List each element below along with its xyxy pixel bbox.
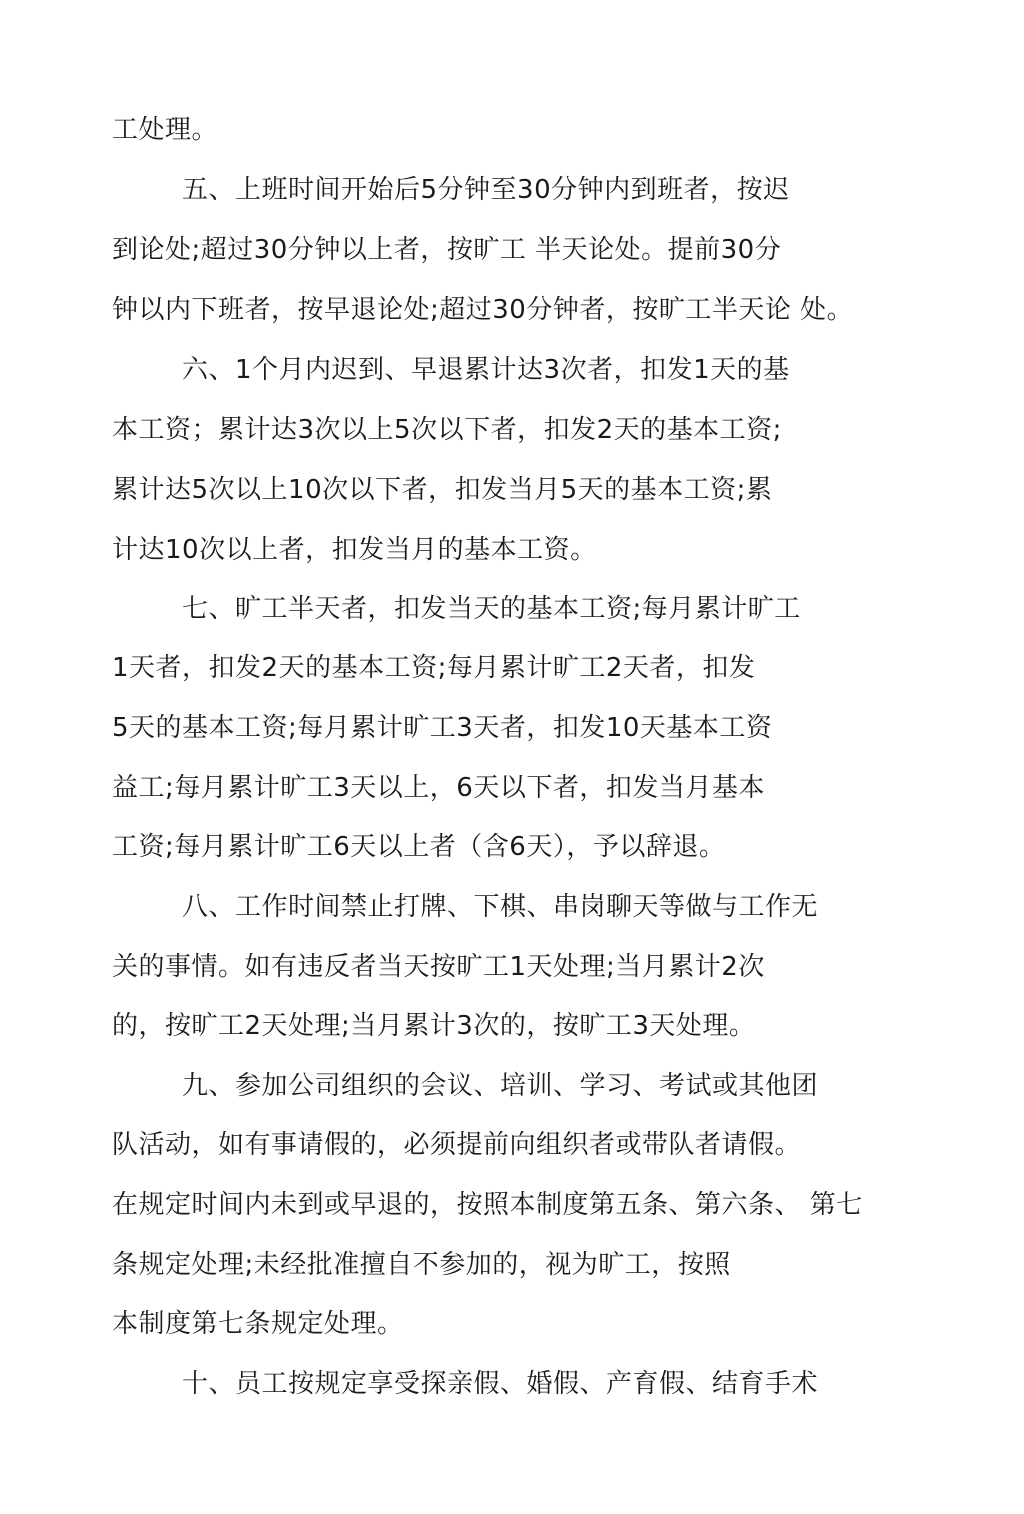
clause-9-heading: 九、参加公司组织的会议、培训、学习、考试或其他团 <box>182 1071 819 1101</box>
clause-10-heading: 十、员工按规定享受探亲假、婚假、产育假、结育手术 <box>182 1369 819 1399</box>
text-line: 钟以内下班者，按早退论处;超过30分钟者，按旷工半天论 处。 <box>112 295 854 325</box>
text-line: 到论处;超过30分钟以上者，按旷工 半天论处。提前30分 <box>112 235 782 265</box>
text-line: 5天的基本工资;每月累计旷工3天者，扣发10天基本工资 <box>112 713 773 743</box>
text-line: 累计达5次以上10次以下者，扣发当月5天的基本工资;累 <box>112 475 773 505</box>
text-line: 1天者，扣发2天的基本工资;每月累计旷工2天者，扣发 <box>112 653 756 683</box>
text-line: 益工;每月累计旷工3天以上，6天以下者，扣发当月基本 <box>112 773 765 803</box>
text-line: 条规定处理;未经批准擅自不参加的，视为旷工，按照 <box>112 1250 731 1280</box>
text-line: 工资;每月累计旷工6天以上者（含6天），予以辞退。 <box>112 832 726 862</box>
clause-8-heading: 八、工作时间禁止打牌、下棋、串岗聊天等做与工作无 <box>182 892 819 922</box>
text-line: 本制度第七条规定处理。 <box>112 1309 404 1339</box>
clause-7-heading: 七、旷工半天者，扣发当天的基本工资;每月累计旷工 <box>182 594 801 624</box>
text-line: 队活动，如有事请假的，必须提前向组织者或带队者请假。 <box>112 1130 802 1160</box>
text-line: 的，按旷工2天处理;当月累计3次的，按旷工3天处理。 <box>112 1011 756 1041</box>
clause-6-heading: 六、1个月内迟到、早退累计达3次者，扣发1天的基 <box>182 355 790 385</box>
clause-5-heading: 五、上班时间开始后5分钟至30分钟内到班者，按迟 <box>182 175 790 205</box>
text-line: 关的事情。如有违反者当天按旷工1天处理;当月累计2次 <box>112 952 765 982</box>
text-line: 计达10次以上者，扣发当月的基本工资。 <box>112 535 597 565</box>
text-line: 本工资；累计达3次以上5次以下者，扣发2天的基本工资; <box>112 415 782 445</box>
text-line: 在规定时间内未到或早退的，按照本制度第五条、第六条、 第七 <box>112 1190 863 1220</box>
text-line: 工处理。 <box>112 115 219 145</box>
